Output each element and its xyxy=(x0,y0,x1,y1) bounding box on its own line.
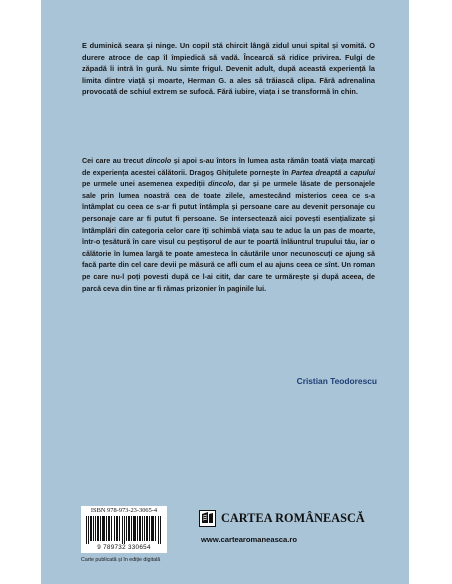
barcode-digits: 9 789732 330654 xyxy=(97,544,151,551)
blurb-paragraph-2 xyxy=(82,156,375,295)
cr-publisher-logo-icon xyxy=(199,510,216,527)
back-cover xyxy=(41,0,409,584)
blurb-text: și apoi s-au întors în lumea asta rămân toată viața marcați de experiența acestei călătorii. Dragoș Ghițulete pornește în xyxy=(82,157,375,177)
isbn-barcode xyxy=(81,506,167,553)
barcode-bars xyxy=(86,516,162,544)
blurb-text: pe urmele unei asemenea expediții xyxy=(82,180,209,189)
blurb-text: Cei care au trecut xyxy=(82,157,146,165)
digital-edition-note: Carte publicată și în ediție digitală xyxy=(81,557,161,563)
blurb-paragraph-1: E duminică seara și ninge. Un copil stă chircit lângă zidul unui spital și vomită. O durere atroce de cap îl împiedică să vadă. Încearcă să ridice privirea. Fulgi de zăpadă îi intră în gură. Nu simte frigul. Devenit adult, după această experiență la limita dintre viață și moarte, Herman G. a ales să trăiască clipa. Fără adrenalina provocată de schiul extrem se sufocă. Fără iubire, viața i se transformă în chin. xyxy=(82,41,375,97)
blurb-italic-dincolo: dincolo xyxy=(145,157,172,165)
publisher-name: CARTEA ROMÂNEASCĂ xyxy=(221,511,365,525)
book-title: Partea dreaptă a capului xyxy=(291,168,376,177)
publisher-website: www.cartearomaneasca.ro xyxy=(201,535,297,544)
blurb-italic-dincolo: dincolo xyxy=(208,180,234,189)
isbn-number: ISBN 978-973-23-3065-4 xyxy=(90,507,158,514)
blurb-text: , dar și pe urmele lăsate de personajele sale prin lumea noastră cea de toate zilele, amestecând misterios ceea ce s-a întâmplat cu ceea ce s-ar fi putut întâmpla și persoane care au devenit personaje cu personaje care ar fi putut fi persoane. Se intersectează aici povești esențializate și întâmplări din categoria celor care îți schimbă viața sau te aduc la un pas de moarte, într-o țesătură în care visul cu peștișorul de aur te poartă înlăuntrul trupului tău, iar o călătorie în lumea largă te poate amesteca în căutările unor necunoscuți ce ajung să facă parte din cel care devii pe măsură ce afli cum el au ajuns ceea ce sînt. Un roman pe care nu-l poți povesti după ce l-ai citit, dar care te urmărește și după aceea, de parcă ceva din tine ar fi rămas prizonier în paginile lui. xyxy=(82,180,375,293)
quote-author: Cristian Teodorescu xyxy=(296,376,377,386)
